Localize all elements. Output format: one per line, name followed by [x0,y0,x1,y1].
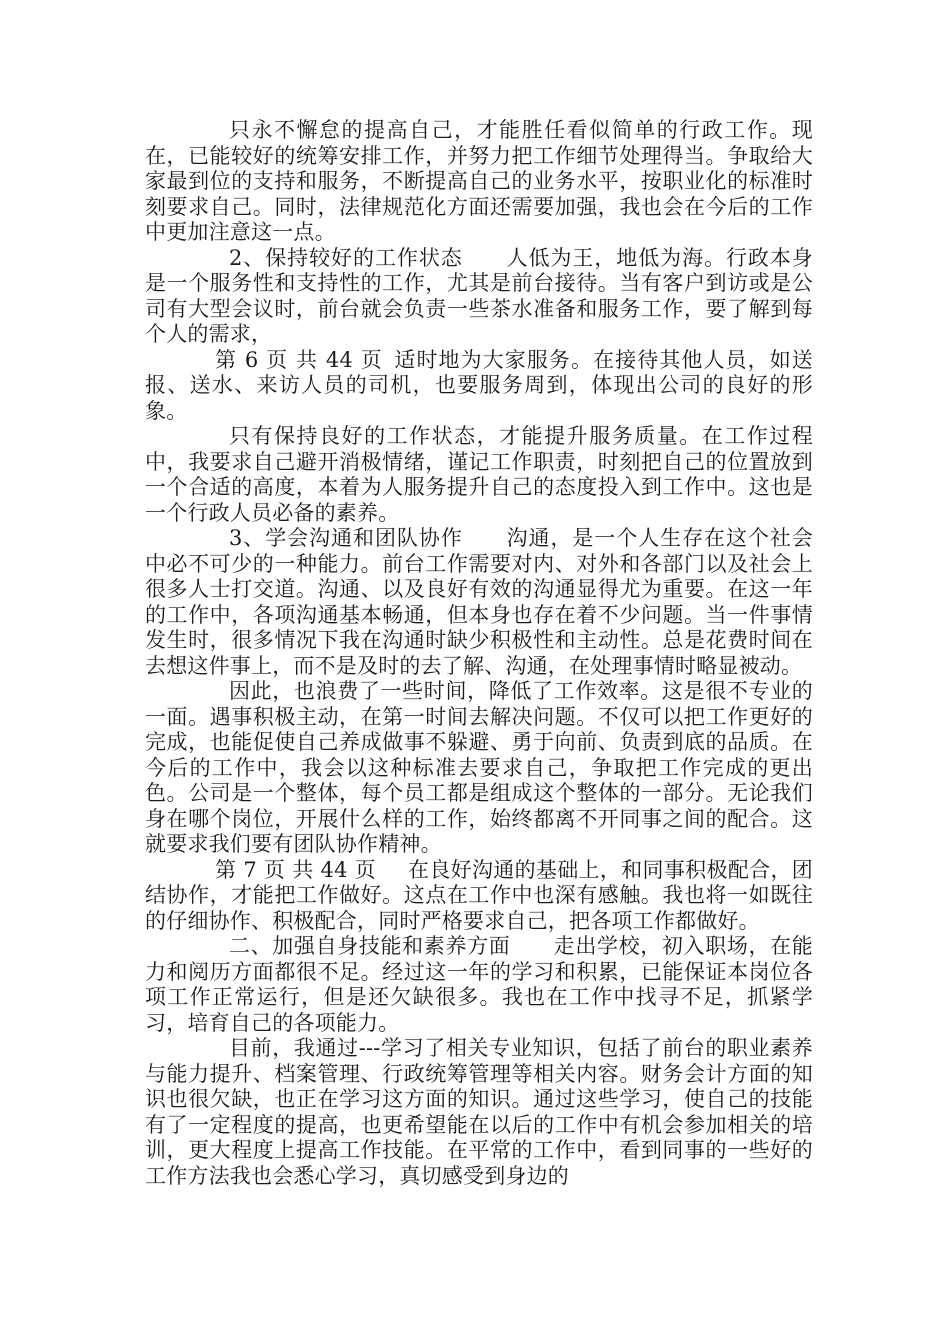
paragraph-1 [145,118,813,246]
paragraph-3 [145,348,813,425]
paragraph-1-text: 只永不懈怠的提高自己，才能胜任看似简单的行政工作。现在，已能较好的统筹安排工作，并努力把工作细节处理得当。争取给大家最到位的支持和服务，不断提高自己的业务水平，按职业化的标准时刻要求自己。同时，法律规范化方面还需要加强，我也会在今后的工作中更加注意这一点。 [145,118,813,244]
paragraph-2-text: 2、保持较好的工作状态 人低为王，地低为海。行政本身是一个服务性和支持性的工作，尤其是前台接待。当有客户到访或是公司有大型会议时，前台就会负责一些茶水准备和服务工作，要了解到每个人的需求， [145,245,813,346]
paragraph-4 [145,424,813,526]
paragraph-8-section-skills [145,934,813,1036]
paragraph-2-section-work-state [145,246,813,348]
paragraph-6 [145,679,813,858]
paragraph-5-text: 3、学会沟通和团队协作 沟通，是一个人生存在这个社会中必不可少的一种能力。前台工作需要对内、对外和各部门以及社会上很多人士打交道。沟通、以及良好有效的沟通显得尤为重要。在这一年的工作中，各项沟通基本畅通，但本身也存在着不少问题。当一件事情发生时，很多情况下我在沟通时缺少积极性和主动性。总是花费时间在去想这件事上，而不是及时的去了解、沟通，在处理事情时略显被动。 [145,526,813,678]
paragraph-7-text: 在良好沟通的基础上，和同事积极配合，团结协作，才能把工作做好。这点在工作中也深有感触。我也将一如既往的仔细协作、积极配合，同时严格要求自己，把各项工作都做好。 [145,857,813,933]
paragraph-7 [145,858,813,935]
paragraph-8-text: 二、加强自身技能和素养方面 走出学校，初入职场，在能力和阅历方面都很不足。经过这一年的学习和积累，已能保证本岗位各项工作正常运行，但是还欠缺很多。我也在工作中找寻不足，抓紧学习，培育自己的各项能力。 [145,934,813,1035]
paragraph-9 [145,1036,813,1189]
paragraph-9-text: 目前，我通过---学习了相关专业知识，包括了前台的职业素养与能力提升、档案管理、行政统筹管理等相关内容。财务会计方面的知识也很欠缺，也正在学习这方面的知识。通过这些学习，使自己的技能有了一定程度的提高，也更希望能在以后的工作中有机会参加相关的培训，更大程度上提高工作技能。在平常的工作中，看到同事的一些好的工作方法我也会悉心学习，真切感受到身边的 [145,1036,813,1188]
paragraph-3-text: 适时地为大家服务。在接待其他人员，如送报、送水、来访人员的司机，也要服务周到，体现出公司的良好的形象。 [145,347,813,423]
paragraph-4-text: 只有保持良好的工作状态，才能提升服务质量。在工作过程中，我要求自己避开消极情绪，谨记工作职责，时刻把自己的位置放到一个合适的高度，本着为人服务提升自己的态度投入到工作中。这也是一个行政人员必备的素养。 [145,424,813,525]
page-marker-6: 第 6 页 共 44 页 [215,347,383,372]
paragraph-5-section-communication [145,526,813,679]
paragraph-6-text: 因此，也浪费了一些时间，降低了工作效率。这是很不专业的一面。遇事积极主动，在第一时间去解决问题。不仅可以把工作更好的完成，也能促使自己养成做事不躲避、勇于向前、负责到底的品质。在今后的工作中，我会以这种标准去要求自己，争取把工作完成的更出色。公司是一个整体，每个员工都是组成这个整体的一部分。无论我们身在哪个岗位，开展什么样的工作，始终都离不开同事之间的配合。这就要求我们要有团队协作精神。 [145,679,813,856]
document-body [145,118,813,1189]
page-marker-7: 第 7 页 共 44 页 [215,857,376,882]
